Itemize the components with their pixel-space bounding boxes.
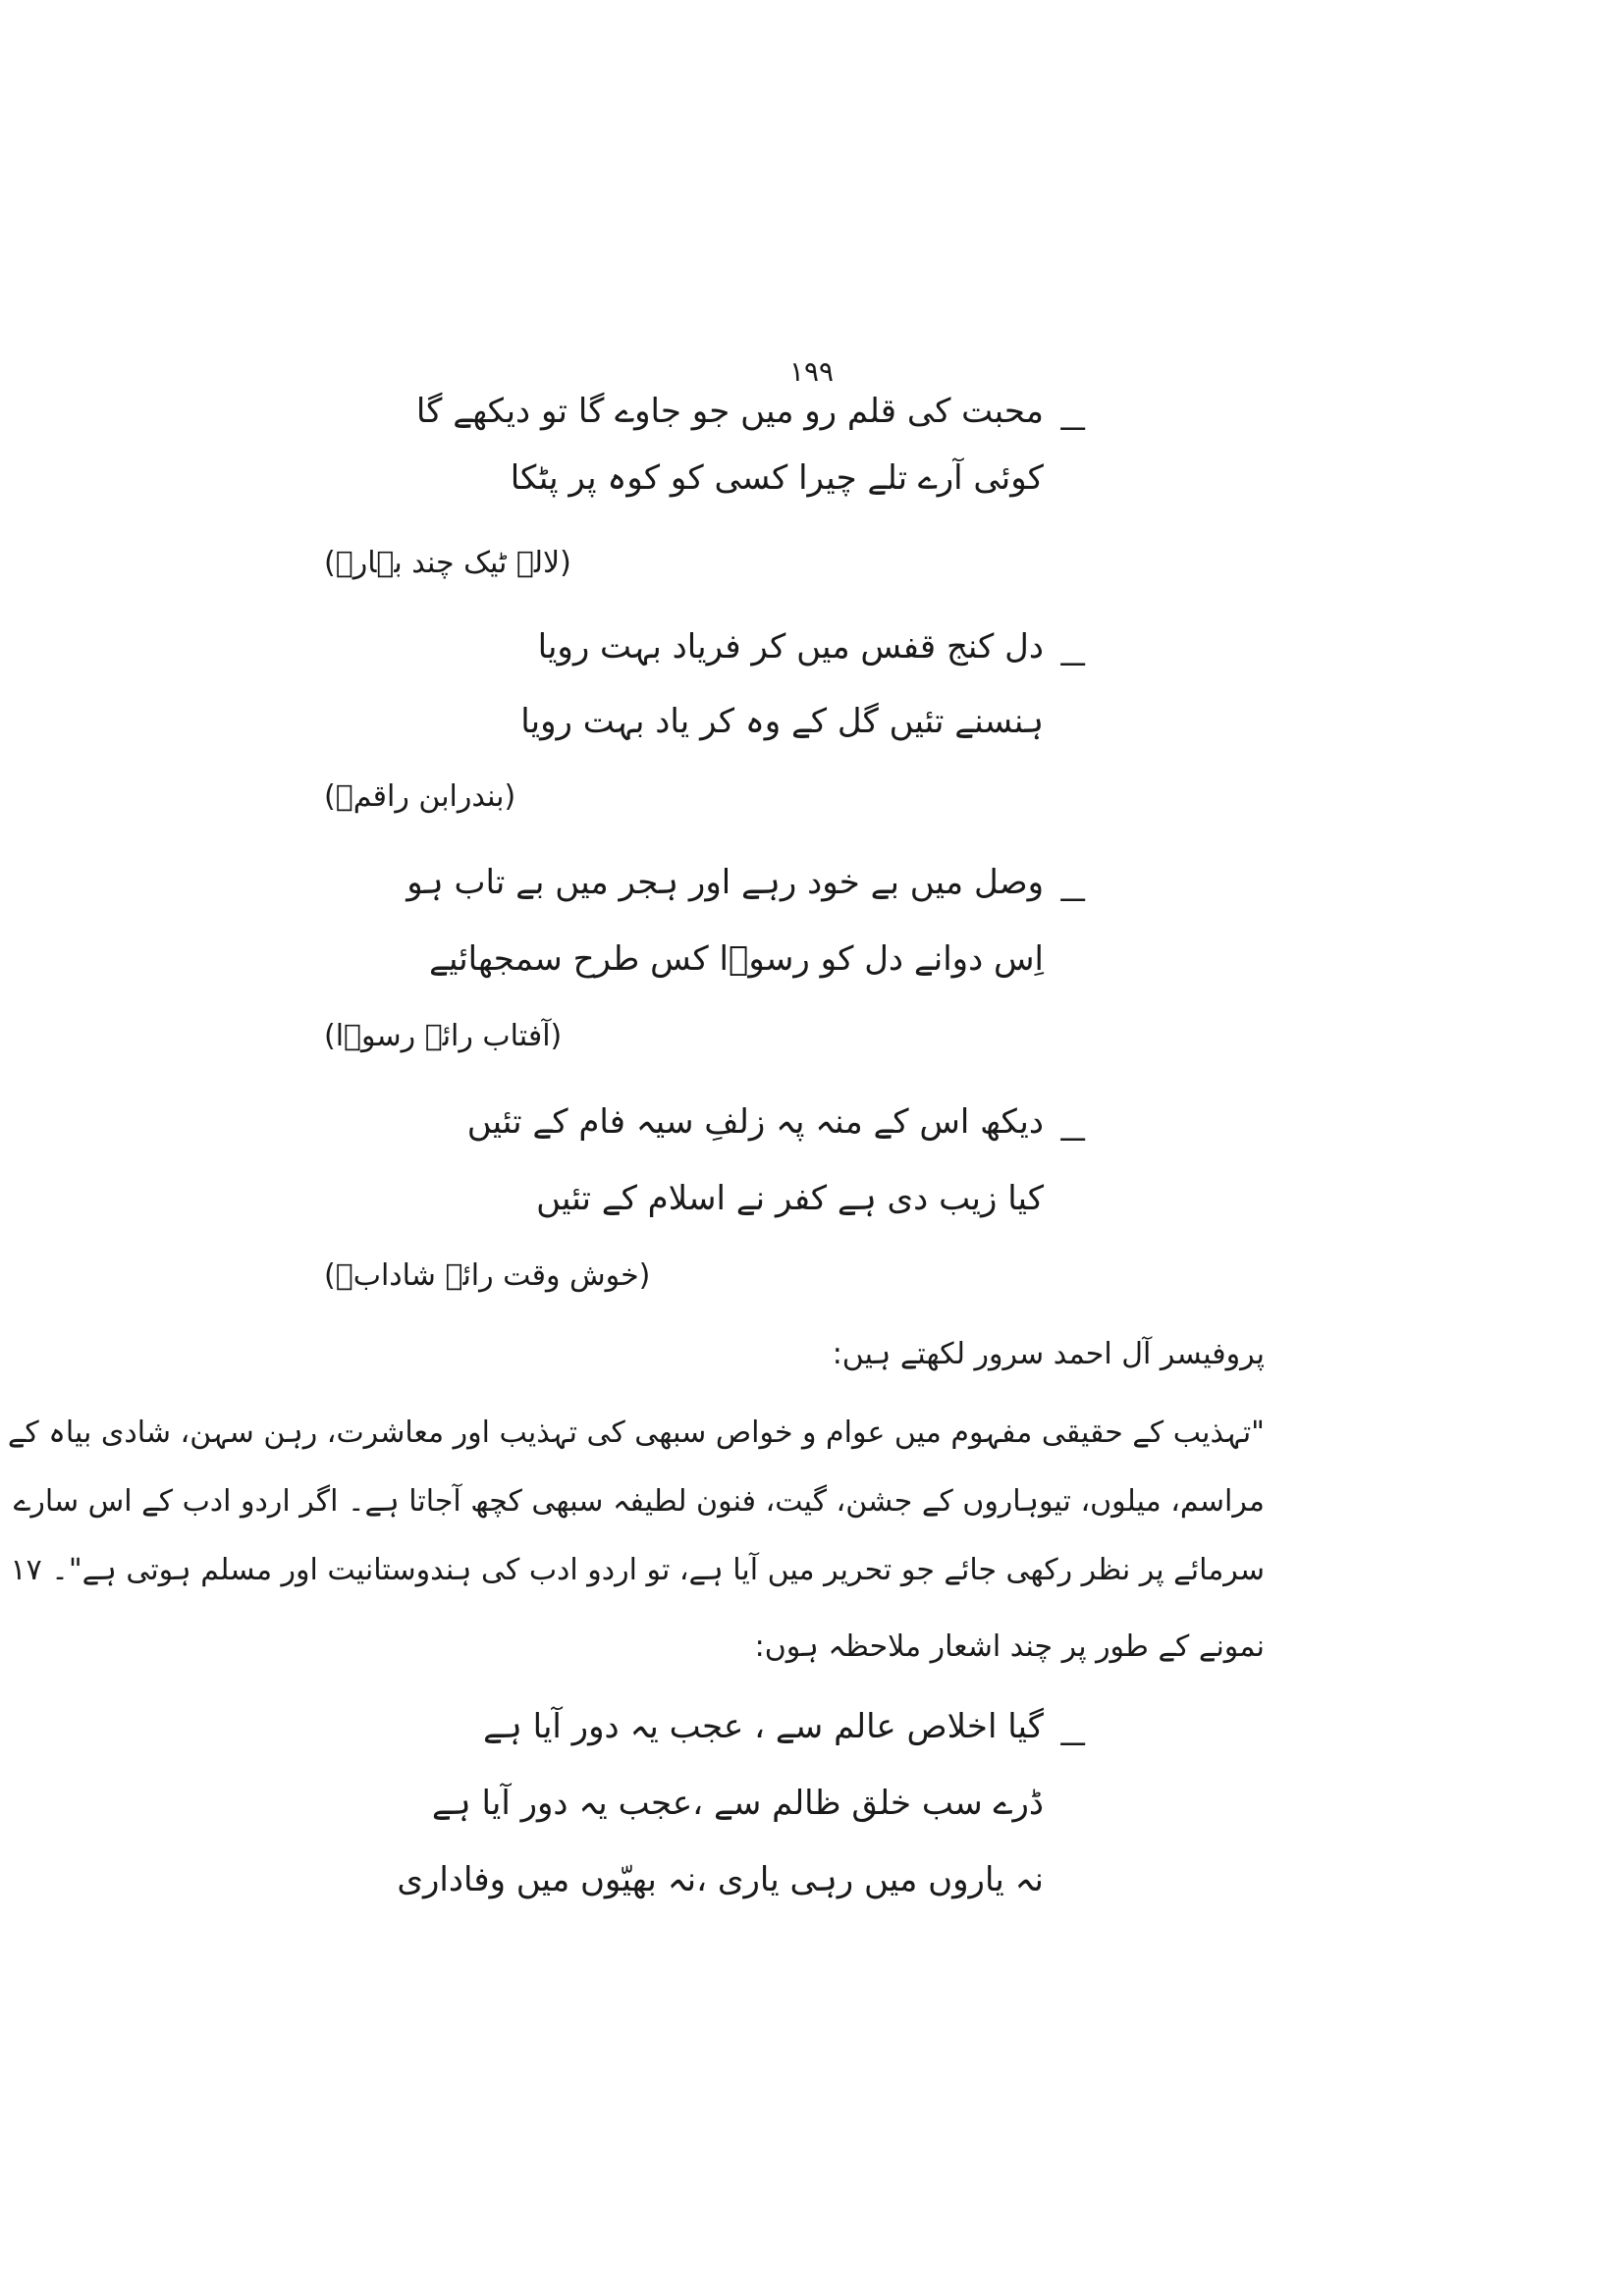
prose-intro: پروفیسر آل احمد سرور لکھتے ہیں: (832, 1337, 1265, 1371)
sample-intro: نمونے کے طور پر چند اشعار ملاحظہ ہوں: (754, 1629, 1265, 1664)
poet-attribution: (آفتاب رائے رسوؔا) (324, 1019, 563, 1053)
verse-line: گیا اخلاص عالم سے ، عجب یہ دور آیا ہے (482, 1707, 1044, 1746)
verse-marker: ـــ (1060, 1115, 1085, 1148)
page-number: ۱۹۹ (788, 355, 835, 388)
verse-marker: ـــ (1060, 1720, 1085, 1752)
verse-line: نہ یاروں میں رہی یاری ،نہ بھیّوں میں وفاداری (397, 1860, 1044, 1899)
verse-line: کوئی آرے تلے چیرا کسی کو کوہ پر پٹکا (510, 458, 1044, 498)
quote-line: "تہذیب کے حقیقی مفہوم میں عوام و خواص سبھی کی تہذیب اور معاشرت، رہن سہن، شادی بیاہ کے (7, 1415, 1265, 1450)
verse-line: اِس دوانے دل کو رسوؔا کس طرح سمجھائیے (429, 939, 1044, 979)
verse-marker: ـــ (1060, 404, 1085, 437)
verse-marker: ـــ (1060, 876, 1085, 908)
verse-line: دیکھ اس کے منہ پہ زلفِ سیہ فام کے تئیں (466, 1102, 1044, 1142)
poet-attribution: (لالہ ٹیک چند بہارؔ) (324, 546, 571, 580)
verse-line: محبت کی قلم رو میں جو جاوے گا تو دیکھے گا (415, 392, 1044, 431)
verse-line: ہنسنے تئیں گل کے وہ کر یاد بہت رویا (520, 702, 1044, 741)
verse-line: دل کنج قفس میں کر فریاد بہت رویا (537, 627, 1044, 667)
poet-attribution: (خوش وقت رائے شادابؔ) (324, 1258, 651, 1293)
quote-line: سرمائے پر نظر رکھی جائے جو تحریر میں آیا ہے، تو اردو ادب کی ہندوستانیت اور مسلم ہوتی ہے"۔ ۱۷ (10, 1553, 1265, 1587)
verse-marker: ـــ (1060, 640, 1085, 672)
quote-line: مراسم، میلوں، تیوہاروں کے جشن، گیت، فنون لطیفہ سبھی کچھ آجاتا ہے۔ اگر اردو ادب کے اس سارے (13, 1484, 1265, 1519)
verse-line: وصل میں بے خود رہے اور ہجر میں بے تاب ہو (406, 863, 1044, 902)
verse-line: کیا زیب دی ہے کفر نے اسلام کے تئیں (536, 1179, 1044, 1218)
poet-attribution: (بندرابن راقمؔ) (324, 779, 516, 814)
verse-line: ڈرے سب خلق ظالم سے ،عجب یہ دور آیا ہے (431, 1784, 1044, 1823)
